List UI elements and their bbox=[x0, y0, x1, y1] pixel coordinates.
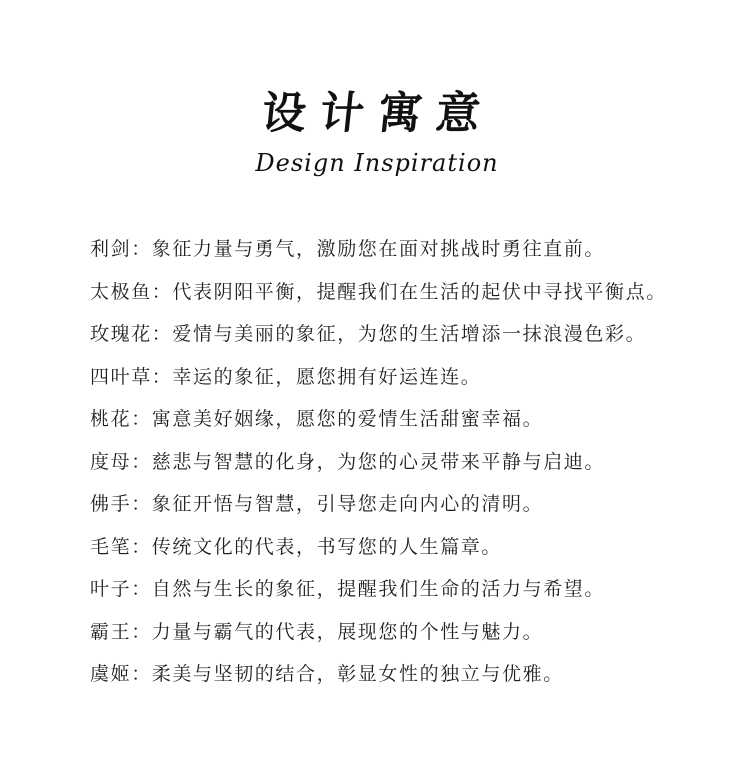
list-item-buddha-hand: 佛手：象征开悟与智慧，引导您走向内心的清明。 bbox=[90, 493, 544, 515]
page-title: 设计寓意 bbox=[259, 88, 497, 139]
meaning-list bbox=[90, 232, 740, 700]
list-item-brush: 毛笔：传统文化的代表，书写您的人生篇章。 bbox=[90, 535, 503, 558]
list-item-yu-ji: 虞姬：柔美与坚韧的结合，彰显女性的独立与优雅。 bbox=[90, 663, 564, 685]
list-item-leaf: 叶子：自然与生长的象征，提醒我们生命的活力与希望。 bbox=[90, 578, 606, 600]
page-header bbox=[0, 86, 750, 178]
list-item-tara: 度母：慈悲与智慧的化身，为您的心灵带来平静与启迪。 bbox=[90, 450, 606, 473]
list-item-sword: 利剑：象征力量与勇气，激励您在面对挑战时勇往直前。 bbox=[90, 238, 606, 260]
list-item-overlord: 霸王：力量与霸气的代表，展现您的个性与魅力。 bbox=[90, 620, 544, 643]
list-item-taiji-fish: 太极鱼：代表阴阳平衡，提醒我们在生活的起伏中寻找平衡点。 bbox=[90, 280, 667, 303]
list-item-rose: 玫瑰花：爱情与美丽的象征，为您的生活增添一抹浪漫色彩。 bbox=[90, 323, 647, 345]
page-subtitle: Design Inspiration bbox=[255, 149, 499, 177]
list-item-peach-blossom: 桃花：寓意美好姻缘，愿您的爱情生活甜蜜幸福。 bbox=[90, 408, 544, 430]
list-item-clover: 四叶草：幸运的象征，愿您拥有好运连连。 bbox=[90, 365, 482, 388]
